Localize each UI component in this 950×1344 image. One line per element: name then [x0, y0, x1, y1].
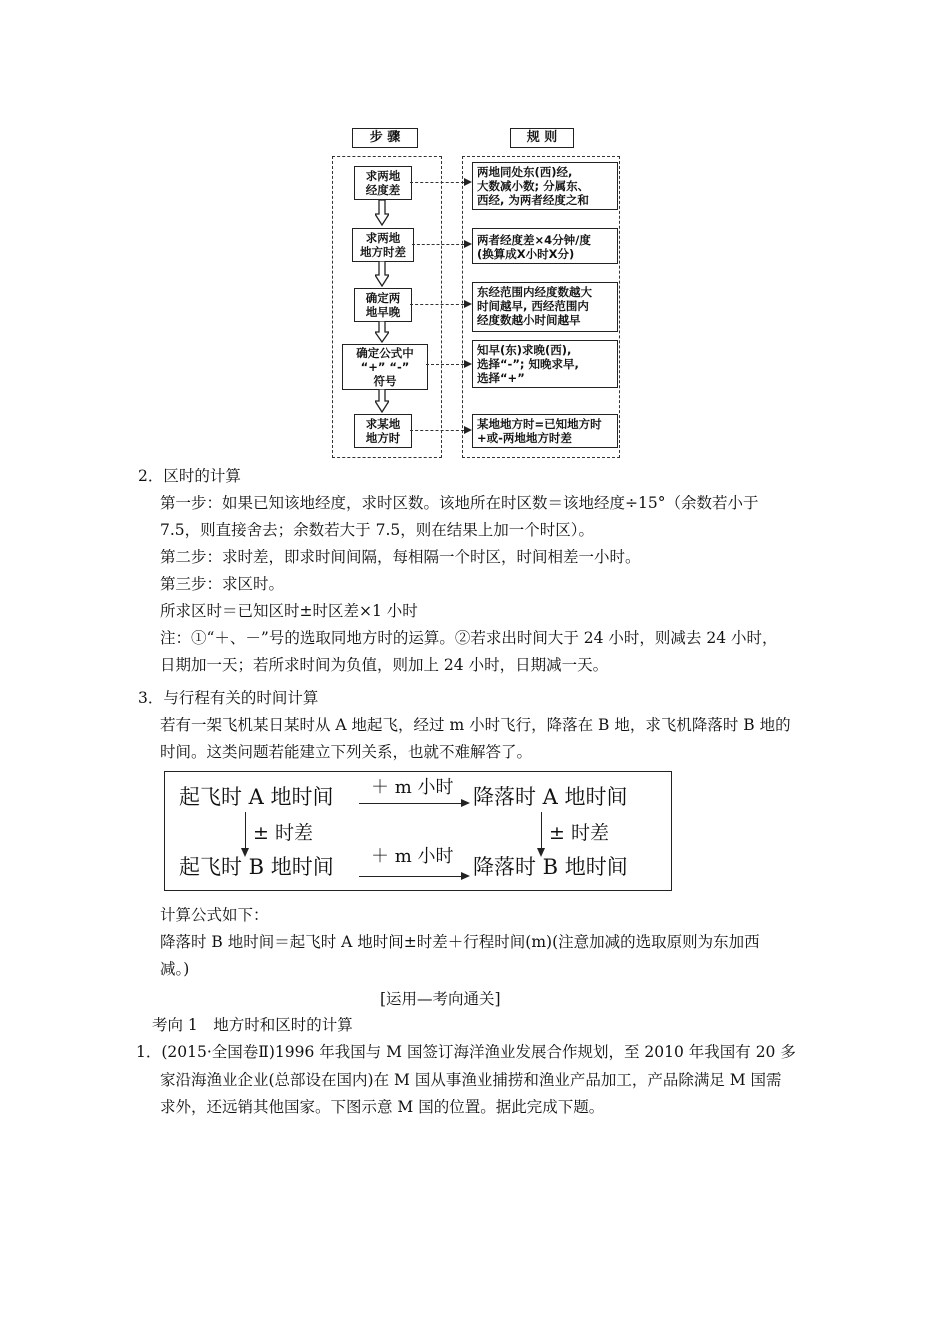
- rule-box-4: 知早(东)求晚(西), 选择“-”; 知晚求早, 选择“+”: [472, 340, 618, 388]
- section-3-para-line2: 时间。这类问题若能建立下列关系，也就不难解答了。: [160, 743, 533, 761]
- section-2-step2: 第二步：求时差，即求时间间隔，每相隔一个时区，时间相差一小时。: [160, 548, 641, 566]
- takeoff-b-time: 起飞时 B 地时间: [179, 855, 334, 879]
- step-box-2: 求两地 地方时差: [352, 228, 414, 262]
- connector-line: [426, 364, 464, 365]
- arrow-right-icon: [464, 426, 472, 434]
- arrow-right-icon: [464, 300, 472, 308]
- step-box-4: 确定公式中 “+” “-” 符号: [342, 344, 428, 390]
- arrow-right-icon: [464, 178, 472, 186]
- arrow-right-icon: [461, 799, 470, 807]
- connector-line: [410, 304, 464, 305]
- arrow-right-icon: [464, 360, 472, 368]
- section-2-step1-line1: 第一步：如果已知该地经度，求时区数。该地所在时区数＝该地经度÷15°（余数若小于: [160, 494, 759, 512]
- section-2-note-line1: 注：①“＋、－”号的选取同地方时的运算。②若求出时间大于 24 小时，则减去 24 小时，: [160, 629, 778, 647]
- down-arrow-icon: [375, 200, 389, 226]
- section-2-note-line2: 日期加一天；若所求时间为负值，则加上 24 小时，日期减一天。: [160, 656, 609, 674]
- flowchart: [330, 124, 622, 460]
- rule-box-3: 东经范围内经度数越大 时间越早, 西经范围内 经度数越小时间越早: [472, 282, 618, 332]
- step-box-3: 确定两 地早晚: [354, 288, 412, 322]
- connector-line: [410, 430, 464, 431]
- steps-header: 步 骤: [352, 128, 418, 148]
- rule-box-2: 两者经度差×4分钟/度 (换算成X小时X分): [472, 228, 618, 264]
- section-3-para-line1: 若有一架飞机某日某时从 A 地起飞，经过 m 小时飞行，降落在 B 地，求飞机降落时 B 地的: [160, 716, 791, 734]
- arrow-right-icon: [461, 872, 470, 880]
- question-1-line1: 1．(2015·全国卷Ⅱ)1996 年我国与 M 国签订海洋渔业发展合作规划，至 2010 年我国有 20 多: [136, 1043, 796, 1061]
- down-arrow-icon: [375, 261, 389, 287]
- step-box-5: 求某地 地方时: [354, 414, 412, 448]
- connector-line: [410, 182, 464, 183]
- step-box-1: 求两地 经度差: [354, 166, 412, 200]
- section-2-title: 2．区时的计算: [138, 467, 241, 485]
- landing-b-time: 降落时 B 地时间: [473, 855, 628, 879]
- rule-box-5: 某地地方时=已知地方时 +或-两地地方时差: [472, 414, 618, 448]
- time-relation-box: [164, 771, 672, 891]
- section-3-title: 3．与行程有关的时间计算: [138, 689, 319, 707]
- right-down-line: [541, 812, 542, 848]
- formula-line2: 减。): [160, 960, 190, 978]
- question-1-line3: 求外，还远销其他国家。下图示意 M 国的位置。据此完成下题。: [160, 1098, 605, 1116]
- takeoff-a-time: 起飞时 A 地时间: [179, 785, 334, 809]
- down-arrow-icon: [375, 389, 389, 413]
- right-diff-label: ± 时差: [549, 822, 609, 844]
- direction-title: 考向 1 地方时和区时的计算: [152, 1016, 353, 1034]
- arrow-right-icon: [464, 240, 472, 248]
- left-diff-label: ± 时差: [253, 822, 313, 844]
- rules-header: 规 则: [510, 128, 574, 148]
- bottom-arrow-line: [359, 876, 461, 877]
- section-2-formula: 所求区时＝已知区时±时区差×1 小时: [160, 602, 418, 620]
- landing-a-time: 降落时 A 地时间: [473, 785, 628, 809]
- section-2-step1-line2: 7.5，则直接舍去；余数若大于 7.5，则在结果上加一个时区）。: [160, 521, 594, 539]
- rule-box-1: 两地同处东(西)经, 大数减小数; 分属东、 西经, 为两者经度之和: [472, 162, 618, 210]
- formula-line1: 降落时 B 地时间＝起飞时 A 地时间±时差＋行程时间(m)(注意加减的选取原则为东加西: [160, 933, 760, 951]
- bottom-arrow-label: ＋ m 小时: [371, 846, 454, 867]
- practice-heading: [运用—考向通关]: [380, 990, 501, 1008]
- down-arrow-icon: [375, 321, 389, 343]
- formula-intro: 计算公式如下：: [160, 906, 269, 924]
- section-2-step3: 第三步：求区时。: [160, 575, 285, 593]
- question-1-line2: 家沿海渔业企业(总部设在国内)在 M 国从事渔业捕捞和渔业产品加工，产品除满足 M 国需: [160, 1071, 782, 1089]
- left-down-line: [245, 812, 246, 848]
- top-arrow-line: [359, 803, 461, 804]
- connector-line: [412, 244, 464, 245]
- top-arrow-label: ＋ m 小时: [371, 777, 454, 798]
